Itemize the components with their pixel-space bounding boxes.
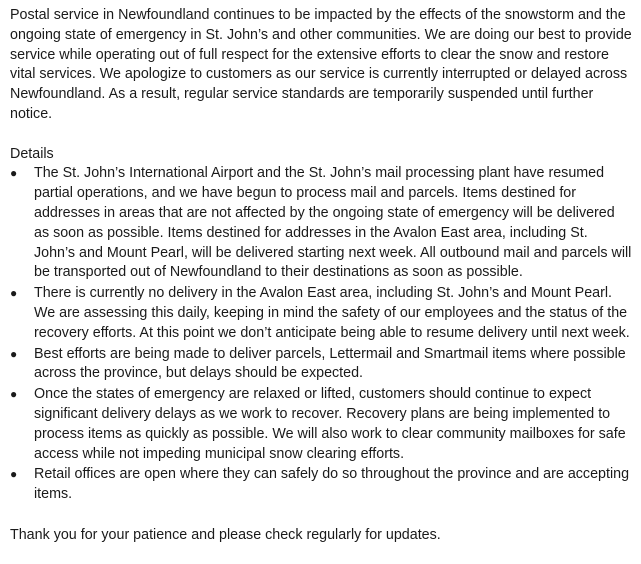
closing-paragraph: Thank you for your patience and please check regularly for updates. [10,526,441,543]
paragraph-spacer [10,506,632,526]
bullet-icon: ● [10,166,18,181]
bullet-icon: ● [10,387,18,402]
list-item-text: Once the states of emergency are relaxed or lifted, customers should continue to expect significant delivery delays as we work to recover. Recovery plans are being implemented to process items as quickly as possible. We will also work to clear community mailboxes for safe access while not impeding municipal snow clearing efforts. [34,386,626,462]
paragraph-spacer [10,125,632,145]
list-item [10,465,632,505]
list-item-text: There is currently no delivery in the Avalon East area, including St. John’s and Mount Pearl. We are assessing this daily, keeping in mind the safety of our employees and the status of the recovery efforts. At this point we don’t anticipate being able to resume delivery until next week. [34,285,630,341]
list-item-text: Retail offices are open where they can safely do so throughout the province and are accepting items. [34,466,630,503]
details-list [10,164,632,505]
list-item [10,164,632,283]
bullet-icon: ● [10,467,18,482]
list-item [10,345,632,385]
list-item-text: Best efforts are being made to deliver parcels, Lettermail and Smartmail items where possible across the province, but delays should be expected. [34,345,626,382]
list-item [10,385,632,464]
bullet-icon: ● [10,346,18,361]
list-item [10,284,632,343]
bullet-icon: ● [10,286,18,301]
details-heading: Details [10,145,54,162]
list-item-text: The St. John’s International Airport and the St. John’s mail processing plant have resumed partial operations, and we have begun to process mail and parcels. Items destined for addresses in areas that are not affected by the ongoing state of emergency will be delivered as soon as possible. Items destined for addresses in the Avalon East area, including St. John’s and Mount Pearl, will be delivered starting next week. All outbound mail and parcels will be transported out of Newfoundland to their destinations as soon as possible. [34,165,632,281]
document-body [10,6,632,546]
intro-paragraph: Postal service in Newfoundland continues to be impacted by the effects of the snowstorm and the ongoing state of emergency in St. John’s and other communities. We are doing our best to provide service while operating out of full respect for the extensive efforts to clear the snow and restore vital services. We apologize to customers as our service is currently interrupted or delayed across Newfoundland. As a result, regular service standards are temporarily suspended until further notice. [10,7,632,122]
